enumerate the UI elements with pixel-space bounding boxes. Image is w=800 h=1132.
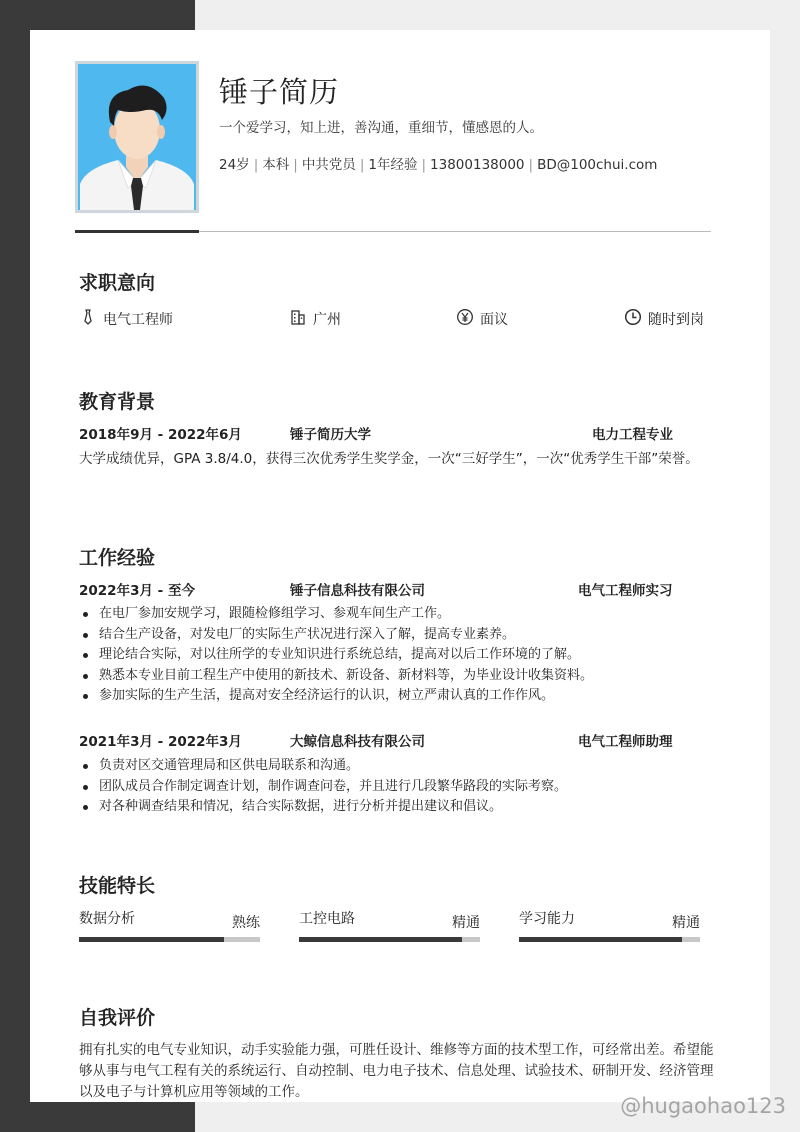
job-role: 电气工程师实习 xyxy=(578,583,673,599)
list-item: 结合生产设备，对发电厂的实际生产状况进行深入了解，提高专业素养。 xyxy=(79,625,719,646)
skill-bar-track xyxy=(519,937,700,942)
intent-position-label: 电气工程师 xyxy=(103,312,173,328)
info-age: 24岁 xyxy=(219,157,250,173)
intent-position xyxy=(79,308,173,330)
section-title-self-evaluation: 自我评价 xyxy=(79,1007,156,1029)
resume-name: 锤子简历 xyxy=(219,75,340,109)
intent-city-label: 广州 xyxy=(313,312,341,328)
info-phone: 13800138000 xyxy=(430,157,525,173)
resume-page xyxy=(30,30,770,1102)
job-duties-list xyxy=(79,604,719,707)
job-duties-list xyxy=(79,756,719,818)
intent-salary-label: 面议 xyxy=(480,312,508,328)
list-item: 参加实际的生产生活，提高对安全经济运行的认识，树立严肃认真的工作作风。 xyxy=(79,686,719,707)
self-evaluation-line: 拥有扎实的电气专业知识，动手实验能力强，可胜任设计、维修等方面的技术型工作，可经常出差。希望能 xyxy=(79,1042,714,1058)
skill-bar-fill xyxy=(79,937,224,942)
info-divider: | xyxy=(253,157,259,173)
list-item: 对各种调查结果和情况，结合实际数据，进行分析并提出建议和倡议。 xyxy=(79,797,719,818)
section-title-skills: 技能特长 xyxy=(79,875,156,897)
list-item: 负责对区交通管理局和区供电局联系和沟通。 xyxy=(79,756,719,777)
job-date: 2022年3月 - 至今 xyxy=(79,583,195,599)
section-title-work: 工作经验 xyxy=(79,547,156,569)
skill-bar-track xyxy=(299,937,480,942)
avatar-illustration xyxy=(78,64,196,210)
skill-bar-track xyxy=(79,937,260,942)
yen-icon xyxy=(456,308,474,330)
job-role: 电气工程师助理 xyxy=(578,734,673,750)
skill-level: 精通 xyxy=(452,915,480,931)
skill-name: 数据分析 xyxy=(79,911,135,927)
list-item: 团队成员合作制定调查计划，制作调查问卷，并且进行几段繁华路段的实际考察。 xyxy=(79,777,719,798)
info-divider: | xyxy=(293,157,298,173)
education-school: 锤子简历大学 xyxy=(290,427,371,443)
skill-name: 学习能力 xyxy=(519,911,575,927)
clock-icon xyxy=(624,308,642,330)
skill-level: 精通 xyxy=(672,915,700,931)
intent-availability xyxy=(624,308,704,330)
self-evaluation-line: 以及电子与计算机应用等领域的工作。 xyxy=(79,1084,309,1100)
skill-bar-fill xyxy=(299,937,462,942)
info-divider: | xyxy=(528,157,534,173)
intent-availability-label: 随时到岗 xyxy=(648,312,704,328)
tie-icon xyxy=(79,308,97,330)
header-divider-accent xyxy=(75,230,199,233)
info-experience: 1年经验 xyxy=(368,157,418,173)
list-item: 理论结合实际，对以往所学的专业知识进行系统总结，提高对以后工作环境的了解。 xyxy=(79,645,719,666)
education-description: 大学成绩优异，GPA 3.8/4.0，获得三次优秀学生奖学金，一次“三好学生”，一次“优秀学生干部”荣誉。 xyxy=(79,451,699,467)
info-degree: 本科 xyxy=(262,157,290,173)
tagline: 一个爱学习，知上进，善沟通，重细节，懂感恩的人。 xyxy=(219,120,543,136)
personal-info xyxy=(219,153,657,173)
section-title-intent: 求职意向 xyxy=(79,272,156,294)
avatar xyxy=(75,61,199,213)
skill-name: 工控电路 xyxy=(299,911,355,927)
job-company: 大鲸信息科技有限公司 xyxy=(290,734,425,750)
skill-level: 熟练 xyxy=(232,915,260,931)
info-divider: | xyxy=(421,157,427,173)
building-icon xyxy=(289,308,307,330)
list-item: 在电厂参加安规学习，跟随检修组学习、参观车间生产工作。 xyxy=(79,604,719,625)
job-company: 锤子信息科技有限公司 xyxy=(290,583,425,599)
education-date: 2018年9月 - 2022年6月 xyxy=(79,427,242,443)
intent-salary xyxy=(456,308,508,330)
self-evaluation-line: 够从事与电气工程有关的系统运行、自动控制、电力电子技术、信息处理、试验技术、研制开发、经济管理 xyxy=(79,1063,714,1079)
job-date: 2021年3月 - 2022年3月 xyxy=(79,734,242,750)
intent-city xyxy=(289,308,341,330)
info-divider: | xyxy=(359,157,365,173)
skill-bar-fill xyxy=(519,937,682,942)
section-title-education: 教育背景 xyxy=(79,391,156,413)
info-email: BD@100chui.com xyxy=(537,157,658,173)
watermark: @hugaohao123 xyxy=(620,1094,786,1118)
list-item: 熟悉本专业目前工程生产中使用的新技术、新设备、新材料等，为毕业设计收集资料。 xyxy=(79,666,719,687)
info-political-status: 中共党员 xyxy=(301,157,356,173)
education-major: 电力工程专业 xyxy=(592,427,673,443)
